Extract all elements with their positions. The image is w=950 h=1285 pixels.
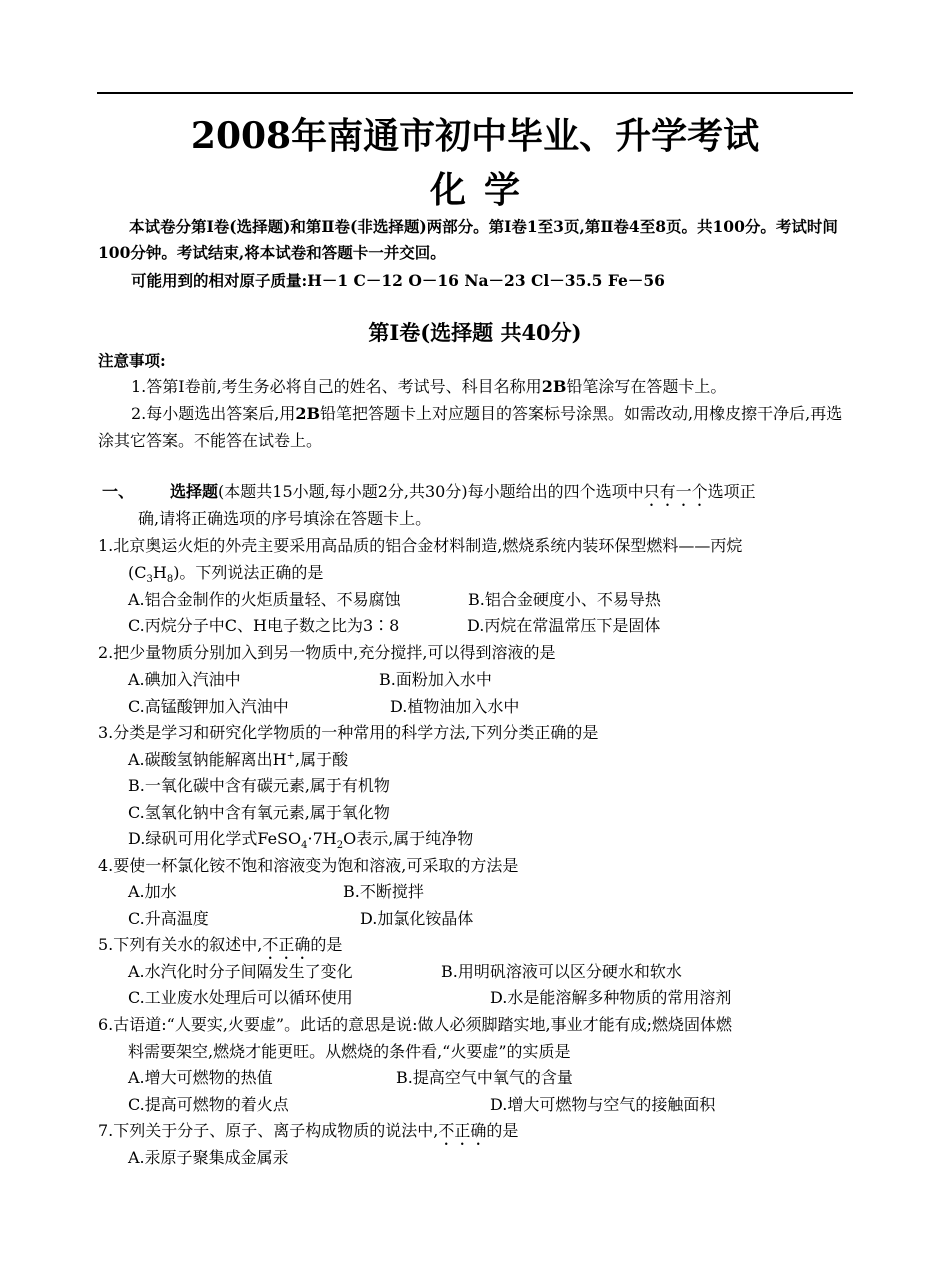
question-1-option-b: B.铝合金硬度小、不易导热 <box>468 590 661 609</box>
note-1: 1.答第Ⅰ卷前,考生务必将自己的姓名、考试号、科目名称用2B铅笔涂写在答题卡上。 <box>131 377 727 396</box>
notes-heading: 注意事项: <box>98 351 166 370</box>
section-title: 第Ⅰ卷(选择题 共40分) <box>368 320 582 345</box>
question-1-option-a: A.铝合金制作的火炬质量轻、不易腐蚀 <box>128 590 401 609</box>
question-6-option-a: A.增大可燃物的热值 <box>128 1068 273 1087</box>
question-2-option-c: C.高锰酸钾加入汽油中 <box>128 697 289 716</box>
atomic-mass-line: 可能用到的相对原子质量:H－1 C－12 O－16 Na－23 Cl－35.5 Fe－56 <box>131 271 665 290</box>
question-3-stem: 3.分类是学习和研究化学物质的一种常用的科学方法,下列分类正确的是 <box>98 723 599 742</box>
question-3-option-c: C.氢氧化钠中含有氧元素,属于氧化物 <box>128 803 390 822</box>
question-2-option-a: A.碘加入汽油中 <box>128 670 241 689</box>
part-description-line2: 确,请将正确选项的序号填涂在答题卡上。 <box>138 509 432 528</box>
question-1-option-c: C.丙烷分子中C、H电子数之比为3∶8 <box>128 616 400 635</box>
top-rule <box>97 92 853 94</box>
question-2-option-b: B.面粉加入水中 <box>379 670 492 689</box>
question-1-option-d: D.丙烷在常温常压下是固体 <box>467 616 661 635</box>
question-2-option-d: D.植物油加入水中 <box>390 697 520 716</box>
question-1-stem: 1.北京奥运火炬的外壳主要采用高品质的铝合金材料制造,燃烧系统内装环保型燃料——丙烷 <box>98 536 743 555</box>
question-3-option-b: B.一氧化碳中含有碳元素,属于有机物 <box>128 776 390 795</box>
question-6-stem: 6.古语道:“人要实,火要虚”。此话的意思是说:做人必须脚踏实地,事业才能有成;燃烧固体燃 <box>98 1015 732 1034</box>
question-4-option-b: B.不断搅拌 <box>343 882 424 901</box>
part-number: 一、 <box>102 482 135 501</box>
question-1-stem-line2: $(C_3H_8)$。下列说法正确的是 <box>128 563 324 586</box>
intro-paragraph: 本试卷分第Ⅰ卷(选择题)和第Ⅱ卷(非选择题)两部分。第Ⅰ卷1至3页,第Ⅱ卷4至8页。共100分。考试时间100分钟。考试结束,将本试卷和答题卡一并交回。 <box>98 217 838 262</box>
question-4-option-a: A.加水 <box>128 882 177 901</box>
question-3-option-d: D.绿矾可用化学式$FeSO_4\cdot 7H_2O$表示,属于纯净物 <box>128 829 474 852</box>
question-2-stem: 2.把少量物质分别加入到另一物质中,充分搅拌,可以得到溶液的是 <box>98 643 556 662</box>
part-description: 选择题(本题共15小题,每小题2分,共30分)每小题给出的四个选项中只有一个选项正 <box>170 482 756 501</box>
question-4-stem: 4.要使一杯氯化铵不饱和溶液变为饱和溶液,可采取的方法是 <box>98 856 519 875</box>
question-5-option-b: B.用明矾溶液可以区分硬水和软水 <box>441 962 682 981</box>
question-6-option-d: D.增大可燃物与空气的接触面积 <box>490 1095 716 1114</box>
question-6-stem-line2: 料需要架空,燃烧才能更旺。从燃烧的条件看,“火要虚”的实质是 <box>128 1042 571 1061</box>
question-4-option-c: C.升高温度 <box>128 909 209 928</box>
question-7-stem: 7.下列关于分子、原子、离子构成物质的说法中,不正确的是 <box>98 1121 519 1140</box>
question-4-option-d: D.加氯化铵晶体 <box>360 909 474 928</box>
note-2: 2.每小题选出答案后,用2B铅笔把答题卡上对应题目的答案标号涂黑。如需改动,用橡皮擦干净后,再选涂其它答案。不能答在试卷上。 <box>98 404 843 450</box>
question-5-stem: 5.下列有关水的叙述中,不正确的是 <box>98 935 343 954</box>
question-5-option-a: A.水汽化时分子间隔发生了变化 <box>128 962 353 981</box>
question-6-option-c: C.提高可燃物的着火点 <box>128 1095 289 1114</box>
question-3-option-a: A.碳酸氢钠能解离出H+,属于酸 <box>128 750 349 769</box>
question-5-option-c: C.工业废水处理后可以循环使用 <box>128 988 353 1007</box>
exam-title: 2008年南通市初中毕业、升学考试 <box>190 115 760 157</box>
question-5-option-d: D.水是能溶解多种物质的常用溶剂 <box>490 988 732 1007</box>
question-7-option-a: A.汞原子聚集成金属汞 <box>128 1148 289 1167</box>
question-6-option-b: B.提高空气中氧气的含量 <box>396 1068 573 1087</box>
subject-title: 化学 <box>429 169 538 211</box>
